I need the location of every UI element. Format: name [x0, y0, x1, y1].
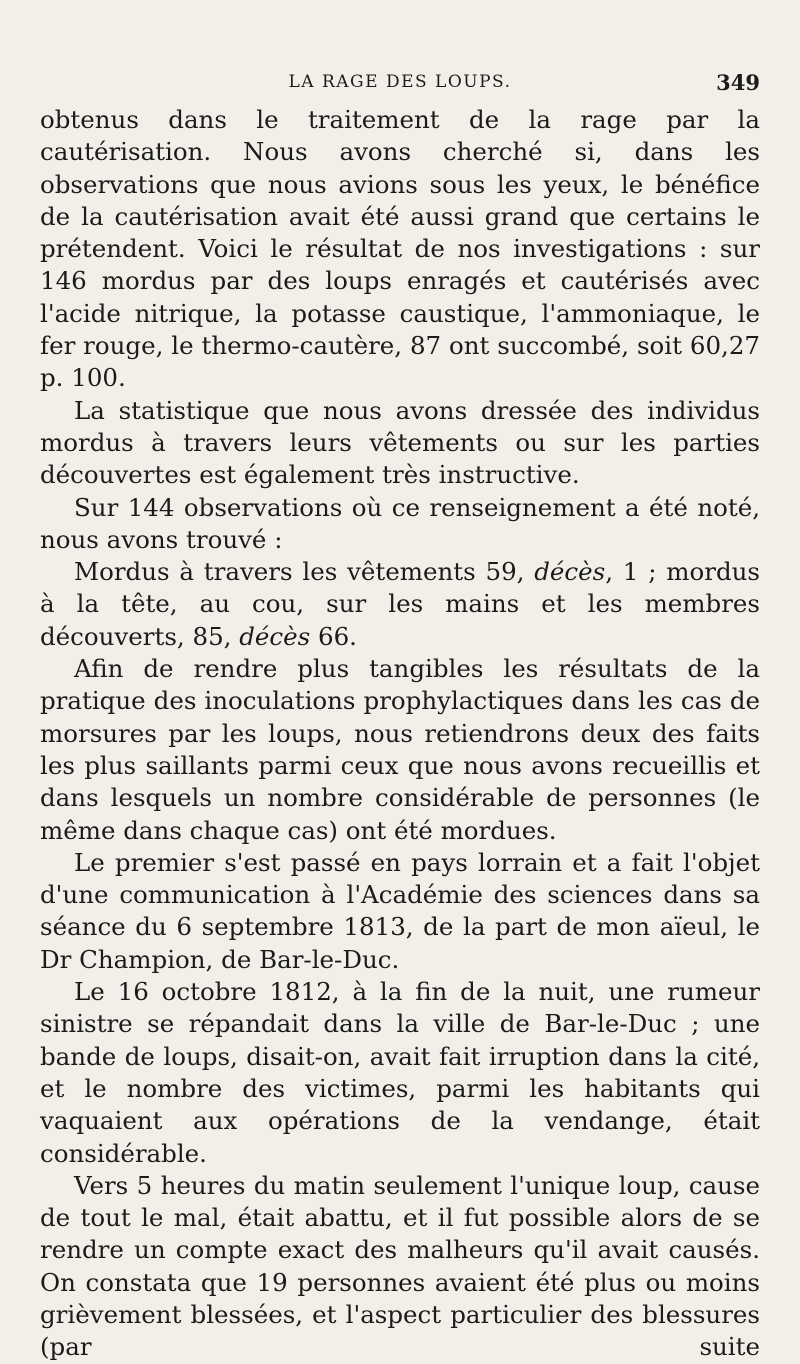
paragraph-4 — [40, 556, 760, 653]
paragraph-7: Le 16 octobre 1812, à la fin de la nuit, une rumeur sinistre se répandait dans la ville de Bar-le-Duc ; une bande de loups, disait-on, avait fait irruption dans la cité, et le nombre des victimes, parmi les habitants qui vaquaient aux opérations de la vendange, était considérable. — [40, 977, 760, 1168]
italic-deces: décès — [239, 621, 311, 651]
text-segment: Mordus à travers les vêtements 59, — [74, 557, 535, 587]
text-segment: 66. — [310, 621, 357, 651]
page-number: 349 — [716, 70, 760, 95]
paragraph-6: Le premier s'est passé en pays lorrain et a fait l'objet d'une communication à l'Académie des sciences dans sa séance du 6 septembre 1813, de la part de mon aïeul, le Dr Champion, de Bar-le-Duc. — [40, 847, 760, 974]
italic-deces: décès — [534, 557, 606, 587]
paragraph-2: La statistique que nous avons dressée des individus mordus à travers leurs vêtements ou sur les parties découvertes est également très instructive. — [40, 395, 760, 490]
paragraph-1: obtenus dans le traitement de la rage par la cautérisation. Nous avons cherché si, dans les observations que nous avions sous les yeux, le bénéfice de la cautérisation avait été aussi grand que certains le prétendent. Voici le résultat de nos investigations : sur 146 mordus par des loups enragés et cautérisés avec l'acide nitrique, la potasse caustique, l'ammoniaque, le fer rouge, le thermo-cautère, 87 ont succombé, soit 60,27 p. 100. — [40, 105, 760, 393]
page-header — [40, 60, 760, 104]
paragraph-3: Sur 144 observations où ce renseignement a été noté, nous avons trouvé : — [40, 492, 760, 554]
running-head: LA RAGE DES LOUPS. — [288, 72, 512, 92]
paragraph-5: Afin de rendre plus tangibles les résultats de la pratique des inoculations prophylactiques dans les cas de morsures par les loups, nous retiendrons deux des faits les plus saillants parmi ceux que nous avons recueillis et dans lesquels un nombre considérable de personnes (le même dans chaque cas) ont été mordues. — [40, 654, 760, 845]
body-text — [40, 104, 760, 1364]
paragraph-8: Vers 5 heures du matin seulement l'unique loup, cause de tout le mal, était abattu, et il fut possible alors de se rendre un compte exact des malheurs qu'il avait causés. On constata que 19 personnes avaient été plus ou moins grièvement blessées, et l'aspect particulier des blessures (par suite — [40, 1170, 760, 1362]
book-page — [40, 60, 760, 1364]
text-segment: , 1 ; mordus à la tête, au cou, sur les mains et les membres découverts, 85, — [40, 557, 760, 651]
